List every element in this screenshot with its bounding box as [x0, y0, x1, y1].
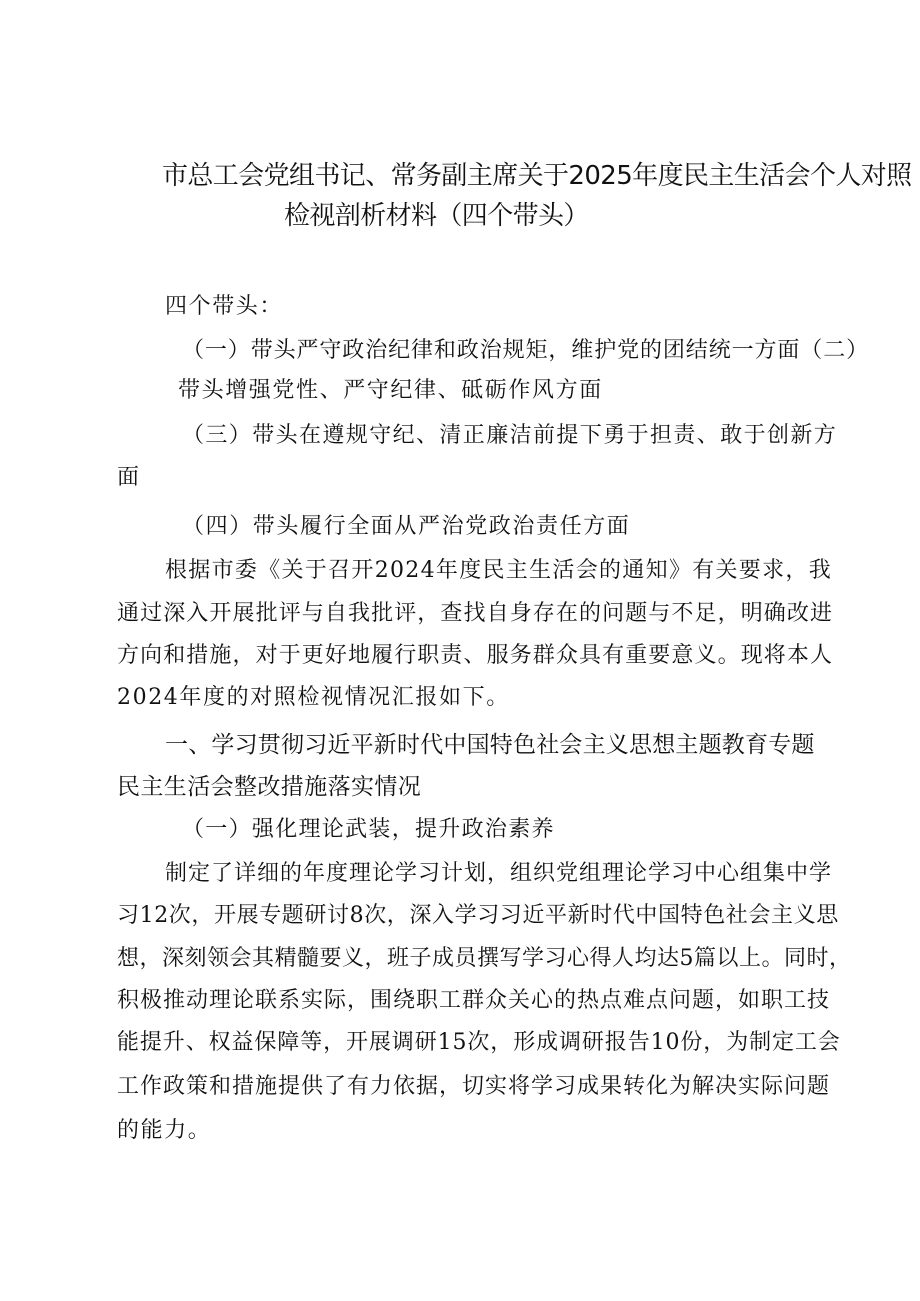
paragraph-2-line-7: 的能力。: [117, 1118, 212, 1143]
title-line-1: 市总工会党组书记、常务副主席关于2025年度民主生活会个人对照: [162, 161, 912, 191]
section-1-heading-line-2: 民主生活会整改措施落实情况: [117, 774, 422, 800]
item-1-line-1: （一）带头严守政治纪律和政治规矩，维护党的团结统一方面（二）: [182, 338, 870, 363]
paragraph-2-line-6: 工作政策和措施提供了有力依据，切实将学习成果转化为解决实际问题: [117, 1074, 831, 1099]
section-1-heading-line-1: 一、学习贯彻习近平新时代中国特色社会主义思想主题教育专题: [165, 732, 815, 758]
paragraph-2-line-5: 能提升、权益保障等，开展调研15次，形成调研报告10份，为制定工会: [117, 1030, 841, 1055]
item-3-line-1: （三）带头在遵规守纪、清正廉洁前提下勇于担责、敢于创新方: [182, 423, 838, 448]
intro-label: 四个带头：: [165, 294, 284, 319]
paragraph-2-line-4: 积极推动理论联系实际，围绕职工群众关心的热点难点问题，如职工技: [117, 988, 831, 1013]
document-title: [162, 158, 912, 234]
title-line-2: 检视剖析材料（四个带头）: [284, 201, 589, 231]
item-1-line-2: 带头增强党性、严守纪律、砥砺作风方面: [178, 378, 603, 403]
paragraph-1-line-3: 方向和措施，对于更好地履行职责、服务群众具有重要意义。现将本人: [117, 643, 834, 668]
paragraph-2-line-3: 想，深刻领会其精髓要义，班子成员撰写学习心得人均达5篇以上。同时，: [117, 946, 852, 971]
paragraph-2-line-1: 制定了详细的年度理论学习计划，组织党组理论学习中心组集中学: [165, 861, 833, 886]
paragraph-1-line-4: 2024年度的对照检视情况汇报如下。: [117, 685, 510, 710]
item-4: （四）带头履行全面从严治党政治责任方面: [182, 514, 631, 539]
paragraph-2-line-2: 习12次，开展专题研讨8次，深入学习习近平新时代中国特色社会主义思: [117, 903, 839, 928]
item-3-line-2: 面: [117, 465, 141, 490]
subsection-1-heading: （一）强化理论武装，提升政治素养: [182, 817, 555, 842]
paragraph-1-line-2: 通过深入开展批评与自我批评，查找自身存在的问题与不足，明确改进: [117, 601, 834, 626]
paragraph-1-line-1: 根据市委《关于召开2024年度民主生活会的通知》有关要求，我: [165, 558, 832, 583]
